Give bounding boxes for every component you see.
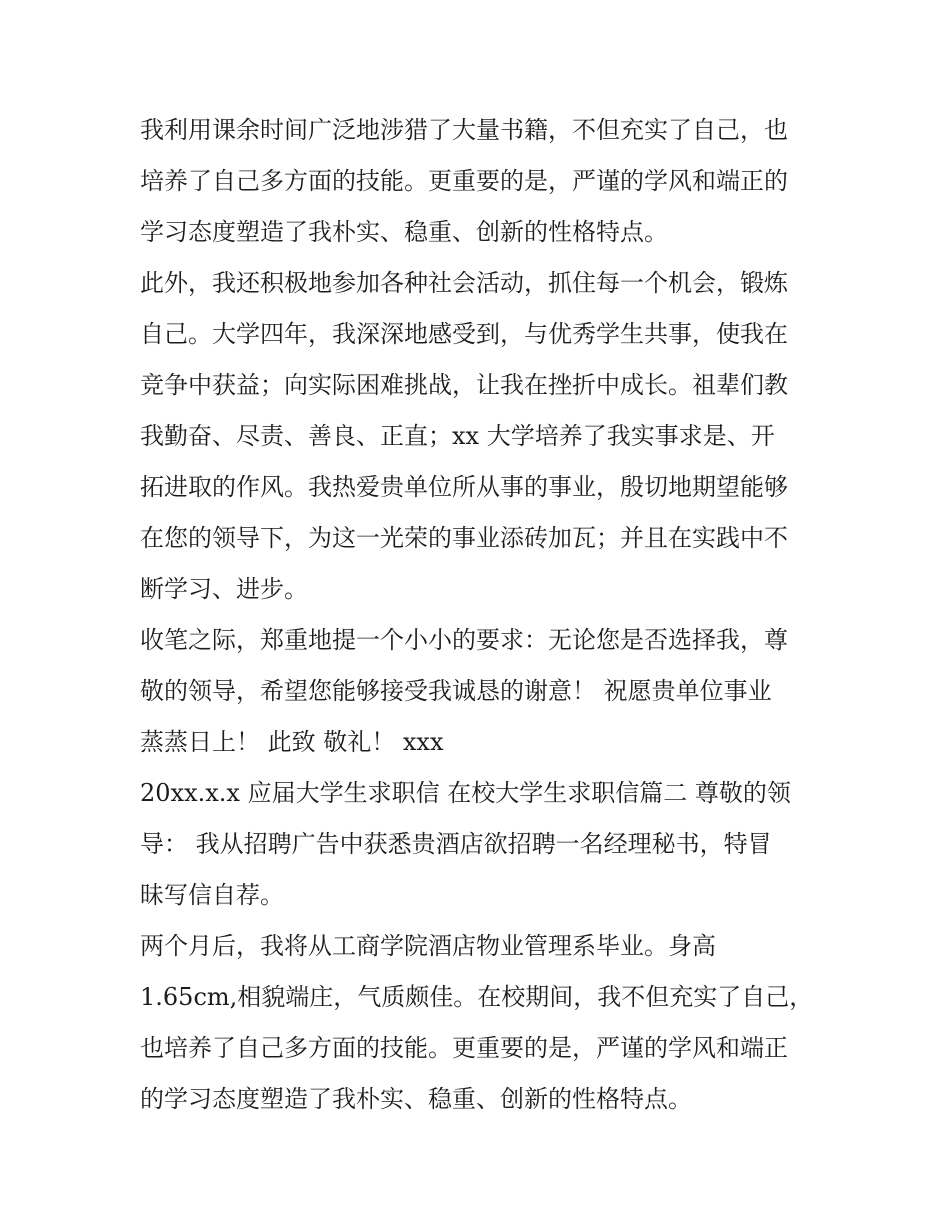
text-line: 蒸蒸日上！ 此致 敬礼！ xxx [140, 728, 444, 756]
text-line: 自己。大学四年，我深深地感受到，与优秀学生共事，使我在 [140, 320, 788, 348]
text-line: 也培养了自己多方面的技能。更重要的是，严谨的学风和端正 [140, 1034, 788, 1062]
text-line: 在您的领导下，为这一光荣的事业添砖加瓦；并且在实践中不 [140, 524, 788, 552]
text-line: 1.65cm,相貌端庄，气质颇佳。在校期间，我不但充实了自己， [140, 983, 814, 1011]
text-line: 学习态度塑造了我朴实、稳重、创新的性格特点。 [140, 218, 668, 246]
text-line: 20xx.x.x 应届大学生求职信 在校大学生求职信篇二 尊敬的领 [140, 779, 791, 807]
text-line: 两个月后，我将从工商学院酒店物业管理系毕业。身高 [140, 932, 716, 960]
text-line: 昧写信自荐。 [140, 881, 284, 909]
text-line: 竞争中获益；向实际困难挑战，让我在挫折中成长。祖辈们教 [140, 371, 788, 399]
text-line: 的学习态度塑造了我朴实、稳重、创新的性格特点。 [140, 1085, 692, 1113]
text-line: 我利用课余时间广泛地涉猎了大量书籍，不但充实了自己，也 [140, 116, 788, 144]
text-line: 断学习、进步。 [140, 575, 308, 603]
text-line: 培养了自己多方面的技能。更重要的是，严谨的学风和端正的 [140, 167, 788, 195]
text-line: 拓进取的作风。我热爱贵单位所从事的事业，殷切地期望能够 [140, 473, 788, 501]
text-line: 收笔之际，郑重地提一个小小的要求：无论您是否选择我，尊 [140, 626, 788, 654]
text-line: 此外，我还积极地参加各种社会活动，抓住每一个机会，锻炼 [140, 269, 788, 297]
text-line: 我勤奋、尽责、善良、正直；xx 大学培养了我实事求是、开 [140, 422, 775, 450]
text-line: 敬的领导，希望您能够接受我诚恳的谢意！ 祝愿贵单位事业 [140, 677, 772, 705]
text-line: 导： 我从招聘广告中获悉贵酒店欲招聘一名经理秘书，特冒 [140, 830, 772, 858]
document-body [140, 105, 815, 1125]
